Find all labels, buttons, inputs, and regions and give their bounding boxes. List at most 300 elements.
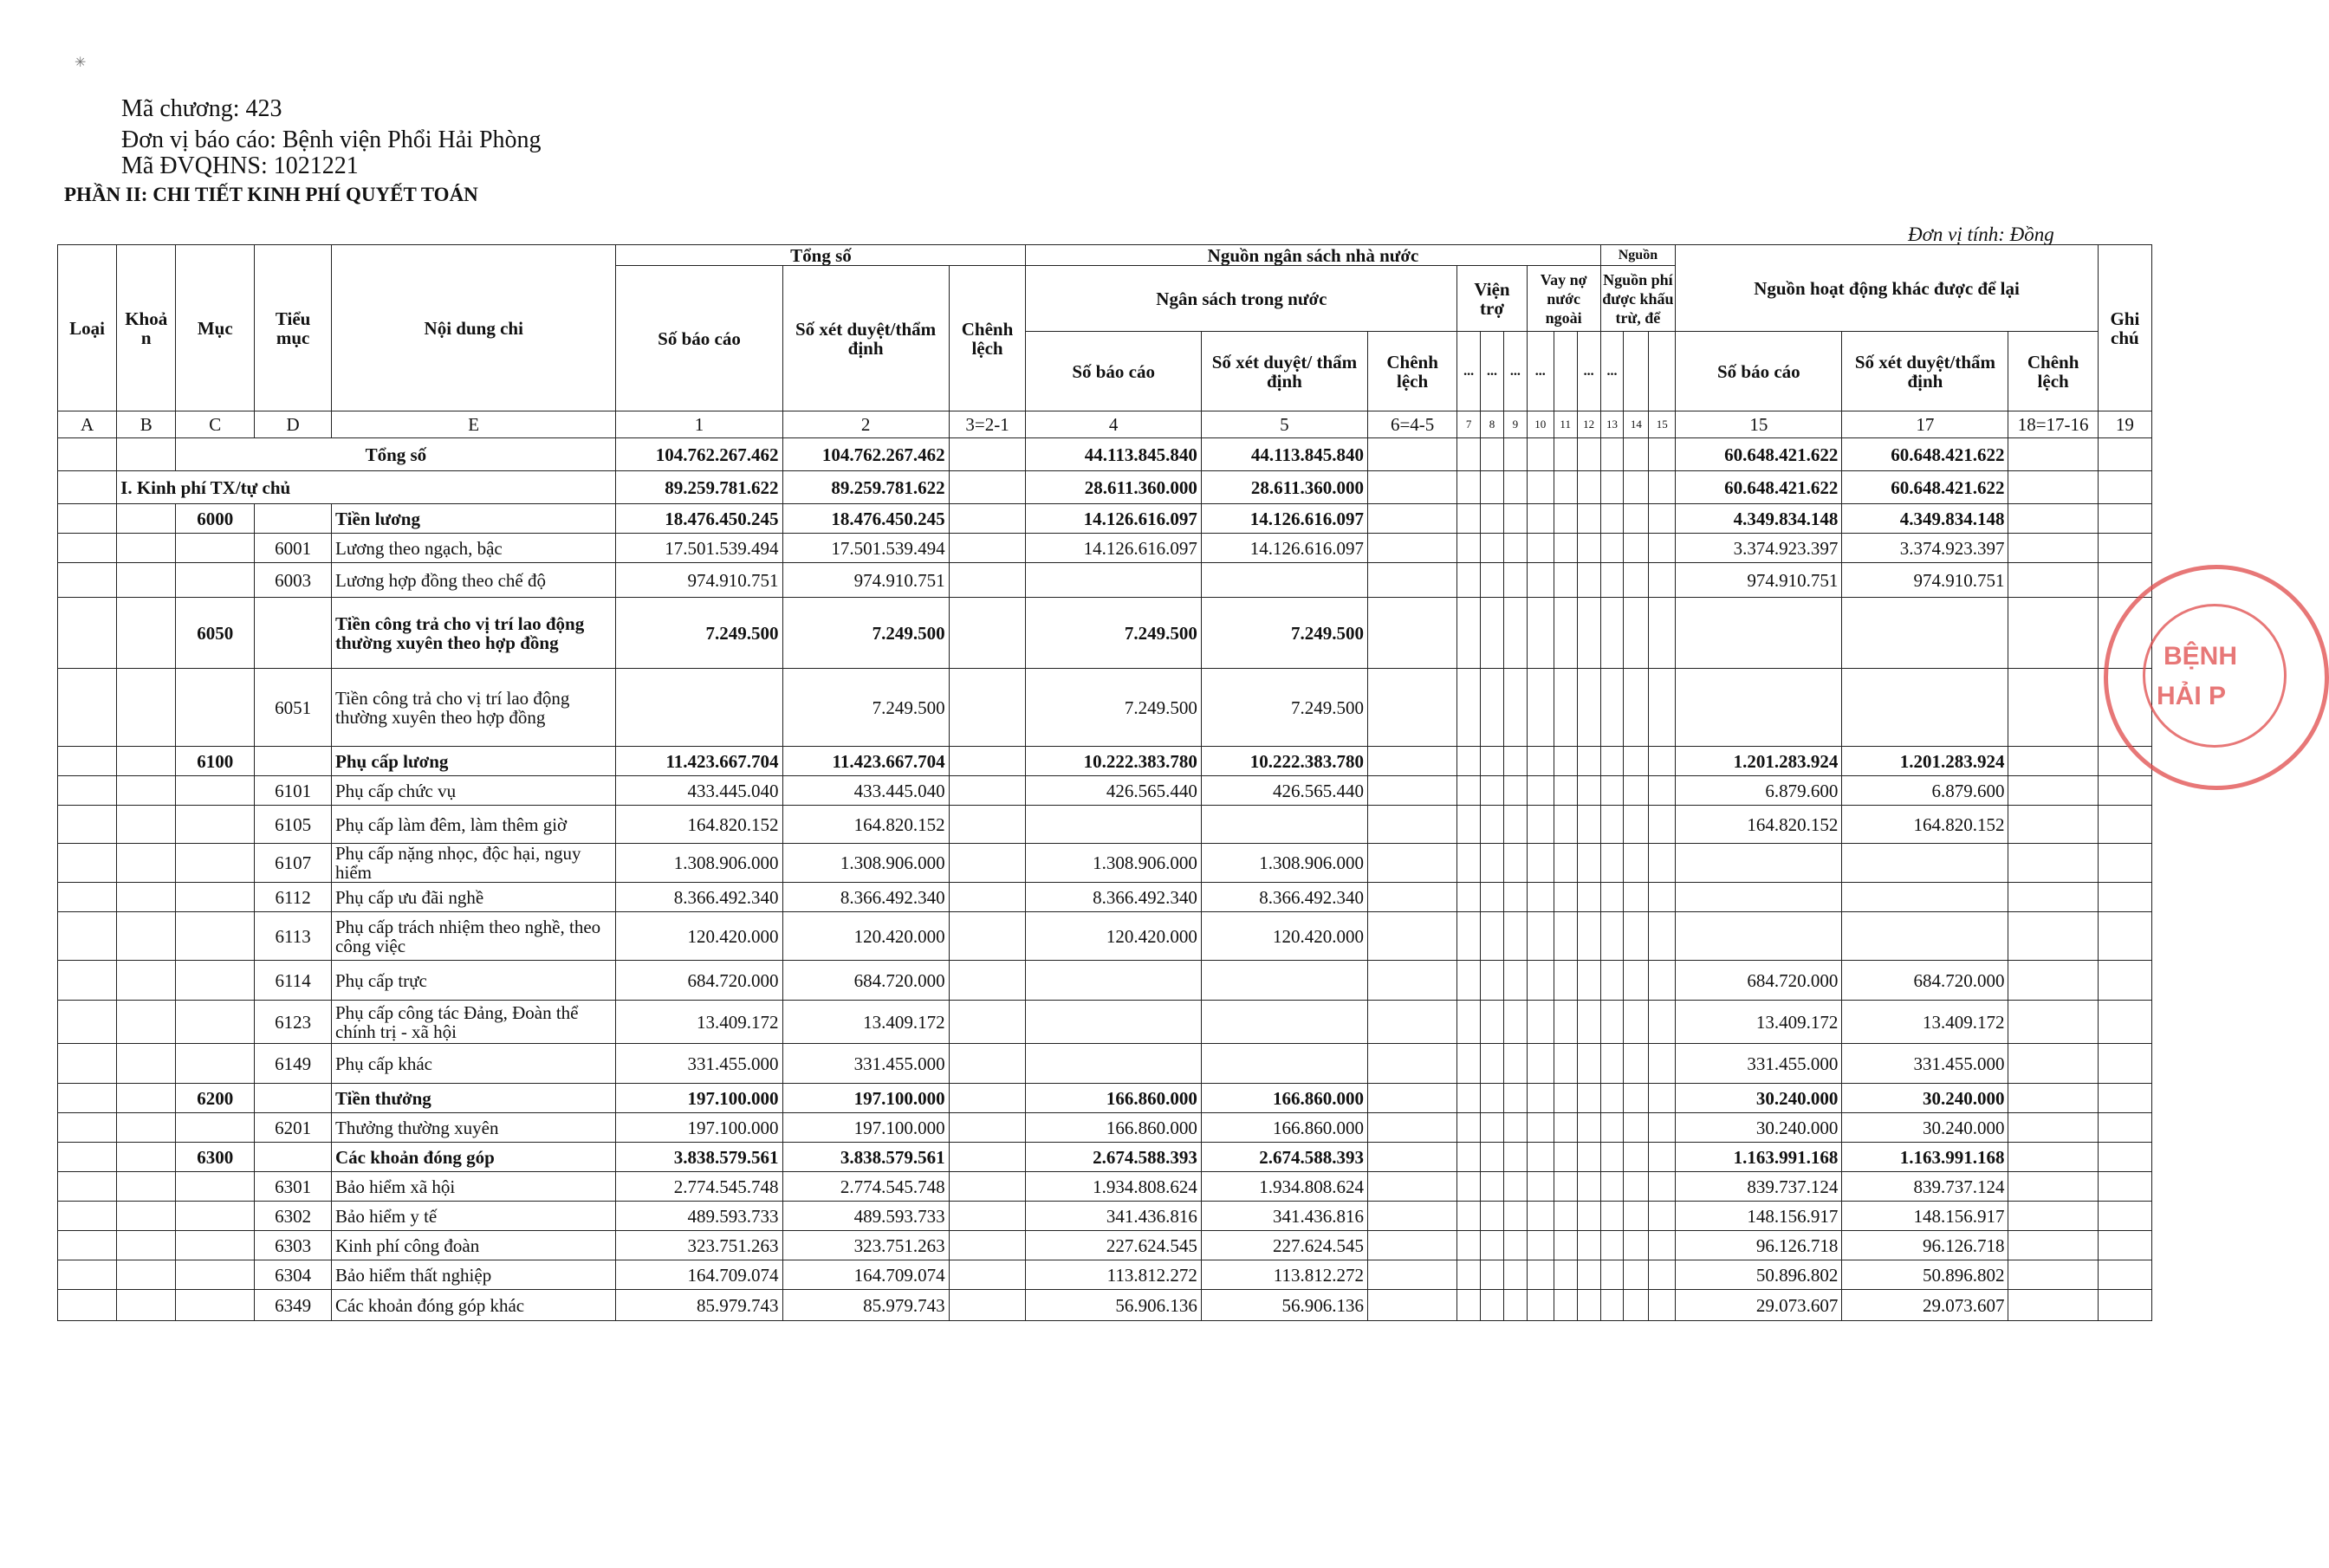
cell-nk-so-xet-duyet [1842,669,2008,747]
cell-muc [176,534,255,563]
cell-empty [1457,1143,1481,1172]
cell-empty [1649,912,1676,961]
cell-empty [1600,1172,1624,1202]
cell-loai [58,776,117,806]
cell-ns-so-bao-cao [1026,1044,1201,1084]
col-nguon-phi: Nguồn phí được khấu trừ, để [1600,266,1676,332]
cell-noidung: Tổng số [176,438,616,471]
cell-ns-chenh-lech [1367,1001,1456,1044]
cell-nk-so-bao-cao: 96.126.718 [1676,1231,1842,1260]
cell-empty [1503,438,1527,471]
cell-nk-so-bao-cao: 30.240.000 [1676,1113,1842,1143]
cell-loai [58,912,117,961]
cell-empty [1503,883,1527,912]
cell-ns-so-bao-cao: 166.860.000 [1026,1113,1201,1143]
cell-empty [1503,563,1527,598]
cell-muc: 6050 [176,598,255,669]
cell-tong-so-xet-duyet: 489.593.733 [782,1202,949,1231]
index-cell: C [176,411,255,438]
cell-tong-so-bao-cao: 104.762.267.462 [616,438,782,471]
cell-ghichu [2098,534,2151,563]
cell-tong-so-bao-cao: 17.501.539.494 [616,534,782,563]
cell-empty [1527,1231,1554,1260]
cell-empty [1554,883,1577,912]
cell-tieumuc [255,747,332,776]
cell-empty [1649,1202,1676,1231]
cell-empty [1649,806,1676,844]
cell-tieumuc: 6101 [255,776,332,806]
cell-tong-so-xet-duyet: 104.762.267.462 [782,438,949,471]
table-row [58,438,2152,471]
cell-empty [1554,1001,1577,1044]
cell-nk-chenh-lech [2008,563,2098,598]
cell-empty [1624,1044,1649,1084]
cell-empty [1554,598,1577,669]
table-row [58,806,2152,844]
table-row [58,1202,2152,1231]
cell-empty [1649,1044,1676,1084]
cell-empty [1503,844,1527,883]
index-cell: 13 [1600,411,1624,438]
cell-ns-so-xet-duyet: 227.624.545 [1201,1231,1367,1260]
cell-empty [1481,669,1504,747]
cell-khoan [117,776,176,806]
cell-tong-so-xet-duyet: 197.100.000 [782,1084,949,1113]
cell-empty [1527,1044,1554,1084]
table-row [58,776,2152,806]
cell-muc [176,1202,255,1231]
cell-empty [1624,563,1649,598]
col-khoan: Khoả n [117,245,176,411]
cell-empty [1503,1113,1527,1143]
cell-empty [1577,1113,1600,1143]
cell-nk-chenh-lech [2008,806,2098,844]
cell-ns-so-bao-cao: 426.565.440 [1026,776,1201,806]
cell-loai [58,598,117,669]
cell-khoan [117,1231,176,1260]
table-row [58,1113,2152,1143]
cell-empty [1457,598,1481,669]
cell-empty [1481,912,1504,961]
cell-empty [1503,1044,1527,1084]
cell-empty [1481,504,1504,534]
cell-empty [1457,1113,1481,1143]
cell-ns-so-bao-cao: 341.436.816 [1026,1202,1201,1231]
cell-tieumuc: 6003 [255,563,332,598]
cell-tong-chenh-lech [949,1143,1026,1172]
cell-ns-so-bao-cao: 14.126.616.097 [1026,504,1201,534]
cell-empty [1457,534,1481,563]
cell-noidung: I. Kinh phí TX/tự chủ [117,471,616,504]
cell-empty [1527,471,1554,504]
cell-empty [1649,1172,1676,1202]
cell-empty [1527,1001,1554,1044]
cell-tieumuc: 6107 [255,844,332,883]
col-dots [1554,332,1577,411]
cell-loai [58,1202,117,1231]
cell-ghichu [2098,471,2151,504]
cell-empty [1527,1290,1554,1321]
cell-tieumuc [255,598,332,669]
col-tieumuc: Tiểu mục [255,245,332,411]
cell-empty [1457,1084,1481,1113]
cell-ns-chenh-lech [1367,1290,1456,1321]
cell-empty [1554,1202,1577,1231]
cell-ghichu [2098,912,2151,961]
index-cell: 8 [1481,411,1504,438]
cell-nk-chenh-lech [2008,747,2098,776]
cell-empty [1624,438,1649,471]
cell-ns-so-bao-cao: 28.611.360.000 [1026,471,1201,504]
cell-empty [1554,669,1577,747]
cell-empty [1600,598,1624,669]
cell-tong-so-xet-duyet: 331.455.000 [782,1044,949,1084]
cell-muc [176,844,255,883]
cell-nk-so-xet-duyet: 974.910.751 [1842,563,2008,598]
cell-nk-so-xet-duyet: 29.073.607 [1842,1290,2008,1321]
cell-ns-so-xet-duyet: 8.366.492.340 [1201,883,1367,912]
cell-nk-so-bao-cao: 974.910.751 [1676,563,1842,598]
cell-ns-chenh-lech [1367,504,1456,534]
cell-empty [1624,912,1649,961]
cell-tieumuc: 6149 [255,1044,332,1084]
cell-nk-so-bao-cao: 148.156.917 [1676,1202,1842,1231]
cell-empty [1554,844,1577,883]
cell-ns-so-xet-duyet [1201,806,1367,844]
cell-nk-so-bao-cao: 6.879.600 [1676,776,1842,806]
cell-nk-chenh-lech [2008,471,2098,504]
cell-ns-so-xet-duyet: 7.249.500 [1201,598,1367,669]
cell-nk-so-bao-cao [1676,912,1842,961]
index-cell: 18=17-16 [2008,411,2098,438]
cell-tong-so-xet-duyet: 684.720.000 [782,961,949,1001]
cell-empty [1503,806,1527,844]
cell-empty [1600,1202,1624,1231]
cell-empty [1554,776,1577,806]
cell-tieumuc [255,504,332,534]
cell-khoan [117,961,176,1001]
cell-tieumuc: 6114 [255,961,332,1001]
cell-ns-so-bao-cao: 1.934.808.624 [1026,1172,1201,1202]
cell-ghichu [2098,1290,2151,1321]
cell-nk-chenh-lech [2008,438,2098,471]
cell-tong-chenh-lech [949,844,1026,883]
cell-nk-so-xet-duyet: 331.455.000 [1842,1044,2008,1084]
cell-noidung: Phụ cấp công tác Đảng, Đoàn thể chính trị - xã hội [332,1001,616,1044]
col-ghichu: Ghi chú [2098,245,2151,411]
cell-empty [1554,1143,1577,1172]
cell-tong-so-bao-cao: 89.259.781.622 [616,471,782,504]
cell-tong-chenh-lech [949,1202,1026,1231]
cell-tong-chenh-lech [949,471,1026,504]
cell-empty [1457,669,1481,747]
cell-ghichu [2098,1084,2151,1113]
index-cell: B [117,411,176,438]
cell-empty [1649,504,1676,534]
cell-empty [1624,961,1649,1001]
cell-khoan [117,563,176,598]
cell-nk-chenh-lech [2008,1202,2098,1231]
cell-empty [1577,1172,1600,1202]
cell-tong-so-bao-cao: 489.593.733 [616,1202,782,1231]
cell-empty [1600,883,1624,912]
cell-ns-so-xet-duyet: 56.906.136 [1201,1290,1367,1321]
cell-empty [1503,1260,1527,1290]
cell-empty [1577,1260,1600,1290]
cell-empty [1457,438,1481,471]
cell-empty [1649,883,1676,912]
cell-loai [58,1260,117,1290]
cell-empty [1503,1001,1527,1044]
cell-empty [1527,534,1554,563]
cell-ns-so-bao-cao: 10.222.383.780 [1026,747,1201,776]
cell-ns-so-bao-cao: 7.249.500 [1026,669,1201,747]
cell-empty [1527,1113,1554,1143]
cell-empty [1577,961,1600,1001]
cell-empty [1554,1231,1577,1260]
table-row [58,883,2152,912]
cell-tong-so-xet-duyet: 2.774.545.748 [782,1172,949,1202]
part-title: PHẦN II: CHI TIẾT KINH PHÍ QUYẾT TOÁN [64,184,478,205]
cell-khoan [117,669,176,747]
cell-nk-so-bao-cao [1676,669,1842,747]
cell-tong-chenh-lech [949,747,1026,776]
cell-nk-chenh-lech [2008,961,2098,1001]
cell-nk-chenh-lech [2008,504,2098,534]
cell-empty [1624,806,1649,844]
cell-ns-chenh-lech [1367,844,1456,883]
table-row [58,504,2152,534]
cell-ns-so-bao-cao [1026,806,1201,844]
table-row [58,1172,2152,1202]
cell-empty [1577,1290,1600,1321]
cell-khoan [117,806,176,844]
cell-tong-so-bao-cao: 433.445.040 [616,776,782,806]
cell-empty [1554,504,1577,534]
cell-tong-so-xet-duyet: 323.751.263 [782,1231,949,1260]
cell-empty [1600,504,1624,534]
cell-ns-so-xet-duyet [1201,961,1367,1001]
cell-ns-so-xet-duyet: 166.860.000 [1201,1113,1367,1143]
cell-ns-so-xet-duyet: 113.812.272 [1201,1260,1367,1290]
cell-tong-chenh-lech [949,883,1026,912]
cell-noidung: Các khoản đóng góp [332,1143,616,1172]
cell-empty [1554,471,1577,504]
cell-empty [1624,844,1649,883]
cell-ns-chenh-lech [1367,1231,1456,1260]
cell-empty [1649,471,1676,504]
cell-empty [1600,806,1624,844]
cell-empty [1457,806,1481,844]
cell-tong-chenh-lech [949,504,1026,534]
cell-loai [58,961,117,1001]
cell-noidung: Tiền công trả cho vị trí lao động thường xuyên theo hợp đồng [332,669,616,747]
cell-nk-so-bao-cao: 13.409.172 [1676,1001,1842,1044]
cell-loai [58,669,117,747]
cell-loai [58,1044,117,1084]
cell-empty [1600,1044,1624,1084]
cell-tong-chenh-lech [949,1260,1026,1290]
cell-empty [1577,534,1600,563]
table-row [58,747,2152,776]
cell-ns-chenh-lech [1367,776,1456,806]
col-nguon-phi-top: Nguồn [1600,245,1676,266]
cell-noidung: Lương hợp đồng theo chế độ [332,563,616,598]
cell-nk-so-bao-cao: 839.737.124 [1676,1172,1842,1202]
cell-tong-so-xet-duyet: 433.445.040 [782,776,949,806]
cell-noidung: Bảo hiểm xã hội [332,1172,616,1202]
cell-tong-so-bao-cao: 18.476.450.245 [616,504,782,534]
cell-empty [1503,1231,1527,1260]
cell-empty [1624,1231,1649,1260]
col-vay-no: Vay nợ nước ngoài [1527,266,1600,332]
cell-nk-chenh-lech [2008,1231,2098,1260]
cell-empty [1600,912,1624,961]
cell-empty [1527,1172,1554,1202]
cell-tong-so-bao-cao: 120.420.000 [616,912,782,961]
cell-khoan [117,883,176,912]
cell-empty [1554,1172,1577,1202]
cell-empty [1481,1290,1504,1321]
cell-muc [176,563,255,598]
cell-empty [1624,1084,1649,1113]
cell-tieumuc: 6349 [255,1290,332,1321]
cell-loai [58,1172,117,1202]
cell-empty [1649,1260,1676,1290]
cell-empty [1600,1001,1624,1044]
cell-tong-so-bao-cao: 13.409.172 [616,1001,782,1044]
cell-muc: 6200 [176,1084,255,1113]
cell-tong-chenh-lech [949,961,1026,1001]
index-cell: 1 [616,411,782,438]
cell-empty [1503,598,1527,669]
cell-empty [1600,669,1624,747]
index-cell: 7 [1457,411,1481,438]
cell-muc [176,1172,255,1202]
budget-unit-code: Mã ĐVQHNS: 1021221 [121,152,359,179]
cell-tieumuc: 6105 [255,806,332,844]
cell-ns-so-bao-cao: 2.674.588.393 [1026,1143,1201,1172]
cell-empty [1481,1172,1504,1202]
cell-empty [1481,1113,1504,1143]
cell-empty [1624,1001,1649,1044]
cell-nk-so-xet-duyet: 1.201.283.924 [1842,747,2008,776]
cell-nk-so-xet-duyet: 1.163.991.168 [1842,1143,2008,1172]
cell-empty [1600,1113,1624,1143]
cell-ns-so-xet-duyet: 2.674.588.393 [1201,1143,1367,1172]
cell-ns-so-bao-cao: 44.113.845.840 [1026,438,1201,471]
cell-nk-so-xet-duyet: 839.737.124 [1842,1172,2008,1202]
table-row [58,1260,2152,1290]
cell-nk-chenh-lech [2008,669,2098,747]
cell-empty [1554,1260,1577,1290]
col-dots: ... [1527,332,1554,411]
cell-empty [1527,598,1554,669]
index-cell: 11 [1554,411,1577,438]
cell-empty [1503,776,1527,806]
cell-nk-chenh-lech [2008,883,2098,912]
cell-nk-so-xet-duyet [1842,912,2008,961]
cell-nk-so-bao-cao: 4.349.834.148 [1676,504,1842,534]
cell-khoan [117,598,176,669]
cell-ns-chenh-lech [1367,438,1456,471]
cell-ns-chenh-lech [1367,961,1456,1001]
cell-ns-chenh-lech [1367,534,1456,563]
cell-tong-so-xet-duyet: 7.249.500 [782,669,949,747]
cell-tong-so-bao-cao: 11.423.667.704 [616,747,782,776]
cell-ns-so-xet-duyet: 14.126.616.097 [1201,534,1367,563]
currency-unit: Đơn vị tính: Đồng [1908,224,2054,245]
cell-empty [1527,806,1554,844]
col-tong-so-bao-cao: Số báo cáo [616,266,782,411]
cell-empty [1527,961,1554,1001]
cell-empty [1554,1084,1577,1113]
cell-ghichu [2098,1231,2151,1260]
cell-tieumuc: 6304 [255,1260,332,1290]
col-nk-so-xet-duyet: Số xét duyệt/thẩm định [1842,332,2008,411]
cell-empty [1577,776,1600,806]
cell-empty [1649,1290,1676,1321]
cell-nk-chenh-lech [2008,1084,2098,1113]
cell-ns-so-xet-duyet: 426.565.440 [1201,776,1367,806]
cell-tong-so-bao-cao: 1.308.906.000 [616,844,782,883]
cell-khoan [117,504,176,534]
cell-ns-so-xet-duyet: 341.436.816 [1201,1202,1367,1231]
cell-empty [1457,504,1481,534]
cell-tong-so-bao-cao: 164.820.152 [616,806,782,844]
cell-ns-chenh-lech [1367,1044,1456,1084]
cell-muc: 6300 [176,1143,255,1172]
cell-tong-chenh-lech [949,806,1026,844]
cell-empty [1624,1143,1649,1172]
cell-tong-so-xet-duyet: 164.820.152 [782,806,949,844]
chapter-code: Mã chương: 423 [121,95,282,122]
cell-loai [58,563,117,598]
table-row [58,1290,2152,1321]
cell-nk-so-xet-duyet: 60.648.421.622 [1842,471,2008,504]
cell-empty [1577,1001,1600,1044]
cell-nk-chenh-lech [2008,1260,2098,1290]
cell-tong-chenh-lech [949,912,1026,961]
cell-empty [1624,747,1649,776]
cell-tieumuc [255,1143,332,1172]
cell-empty [1457,1044,1481,1084]
cell-empty [1600,471,1624,504]
cell-tieumuc: 6301 [255,1172,332,1202]
cell-nk-so-xet-duyet [1842,844,2008,883]
stamp-text-2: HẢI P [2157,682,2227,710]
cell-empty [1554,961,1577,1001]
cell-empty [1481,563,1504,598]
cell-tieumuc: 6001 [255,534,332,563]
table-row [58,598,2152,669]
cell-empty [1624,1113,1649,1143]
cell-empty [1503,961,1527,1001]
cell-ns-so-bao-cao: 120.420.000 [1026,912,1201,961]
cell-empty [1481,844,1504,883]
cell-empty [1624,471,1649,504]
index-cell: 2 [782,411,949,438]
cell-tong-so-bao-cao: 684.720.000 [616,961,782,1001]
cell-noidung: Phụ cấp làm đêm, làm thêm giờ [332,806,616,844]
cell-nk-so-xet-duyet: 13.409.172 [1842,1001,2008,1044]
cell-empty [1577,806,1600,844]
cell-empty [1527,669,1554,747]
col-ns-trong-nuoc: Ngân sách trong nước [1026,266,1457,332]
cell-ns-so-xet-duyet: 1.308.906.000 [1201,844,1367,883]
cell-empty [1600,534,1624,563]
cell-noidung: Tiền thưởng [332,1084,616,1113]
